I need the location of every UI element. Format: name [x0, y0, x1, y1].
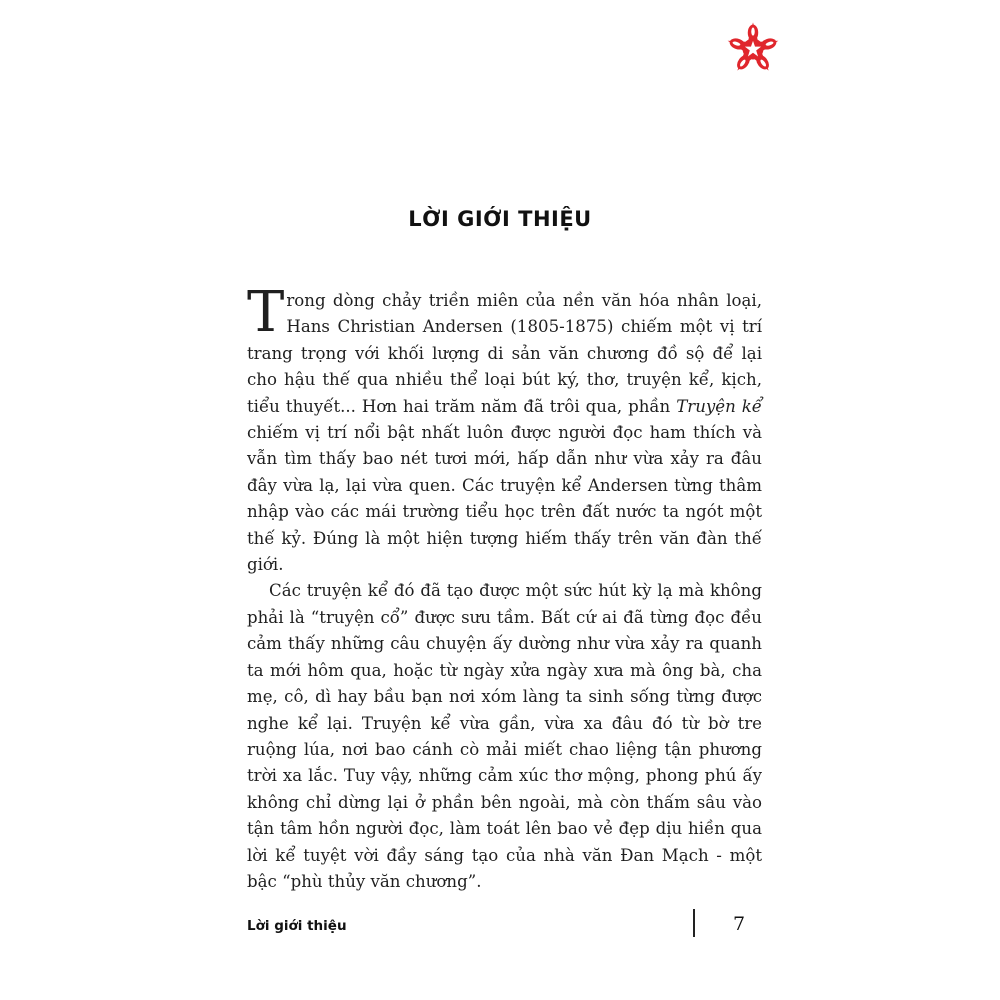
star-flower-logo-icon	[724, 20, 782, 78]
page-number: 7	[733, 913, 746, 935]
italic-book-title: Truyện kể	[676, 396, 763, 416]
drop-cap: T	[247, 280, 285, 345]
page-title: LỜI GIỚI THIỆU	[408, 207, 592, 231]
body-text	[247, 280, 763, 895]
running-footer-section-label: Lời giới thiệu	[247, 918, 347, 934]
paragraph-1-text: rong dòng chảy triền miên của nền văn hóa nhân loại, Hans Christian Andersen (1805-1875) chiếm một vị trí trang trọng với khối lượng di sản văn chương đồ sộ để lại cho hậu thế qua nhiều thể loại bút ký, thơ, truyện kể, kịch, tiểu thuyết... Hơn hai trăm năm đã trôi qua, phần	[247, 291, 762, 416]
paragraph-1	[247, 280, 763, 578]
paragraph-1-text-end: chiếm vị trí nổi bật nhất luôn được người đọc ham thích và vẫn tìm thấy bao nét tươi mới, hấp dẫn như vừa xảy ra đâu đây vừa lạ, lại vừa quen. Các truyện kể Andersen từng thâm nhập vào các mái trường tiểu học trên đất nước ta ngót một thế kỷ. Đúng là một hiện tượng hiếm thấy trên văn đàn thế giới.	[247, 423, 762, 575]
paragraph-2: Các truyện kể đó đã tạo được một sức hút kỳ lạ mà không phải là “truyện cổ” được sưu tầm. Bất cứ ai đã từng đọc đều cảm thấy những câu chuyện ấy dường như vừa xảy ra quanh ta mới hôm qua, hoặc từ ngày xửa ngày xưa mà ông bà, cha mẹ, cô, dì hay bầu bạn nơi xóm làng ta sinh sống từng được nghe kể lại. Truyện kể vừa gần, vừa xa đâu đó từ bờ tre ruộng lúa, nơi bao cánh cò mải miết chao liệng tận phương trời xa lắc. Tuy vậy, những cảm xúc thơ mộng, phong phú ấy không chỉ dừng lại ở phần bên ngoài, mà còn thấm sâu vào tận tâm hồn người đọc, làm toát lên bao vẻ đẹp dịu hiền qua lời kể tuyệt vời đầy sáng tạo của nhà văn Đan Mạch - một bậc “phù thủy văn chương”.	[247, 581, 762, 891]
footer-divider	[693, 909, 695, 937]
